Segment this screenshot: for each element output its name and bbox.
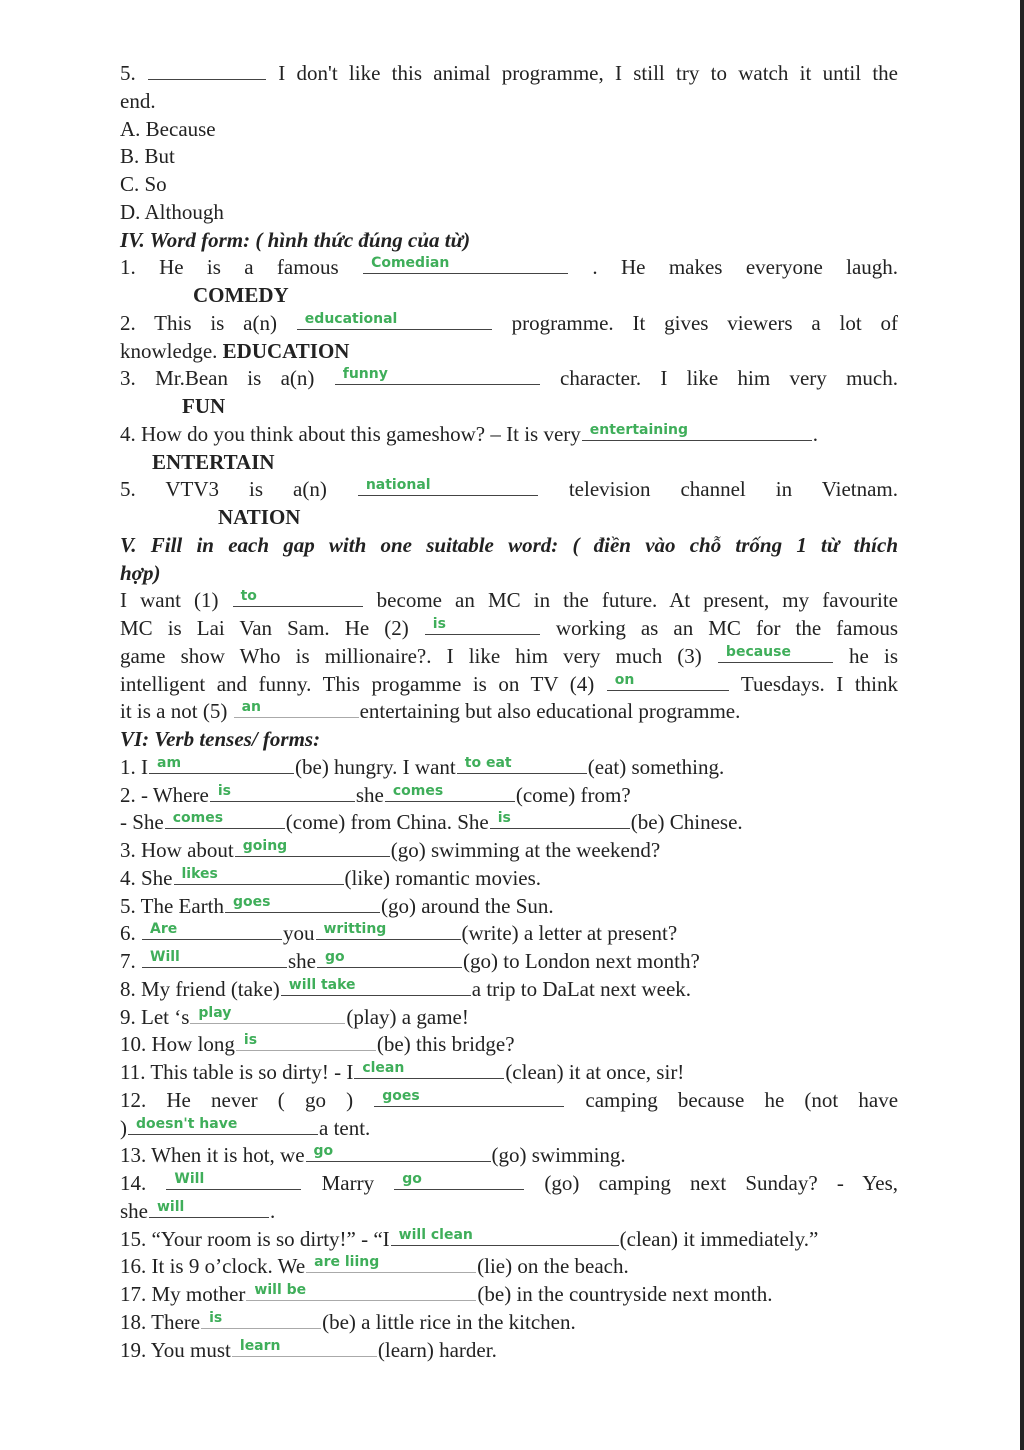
text-line (120, 1087, 898, 1115)
word-form-keyword (120, 449, 898, 477)
text-segment: a trip to DaLat next week. (471, 976, 692, 1001)
text-line (120, 143, 898, 171)
text-segment: 1. He is a famous (120, 255, 339, 280)
text-segment: programme. It gives viewers a lot of (511, 310, 898, 335)
word-form-keyword (120, 504, 898, 532)
text-segment: IV. Word form: ( hình thức đúng của từ) (120, 227, 471, 252)
text-segment: working as an MC for the famous (555, 616, 898, 640)
text-line (120, 1031, 898, 1059)
filled-answer: because (725, 643, 791, 660)
filled-answer: going (242, 838, 288, 854)
text-segment: NATION (218, 505, 301, 529)
text-segment: MC is Lai Van Sam. He (2) (120, 616, 409, 640)
answer-blank[interactable] (149, 1199, 269, 1218)
answer-blank[interactable] (582, 422, 812, 441)
answer-blank[interactable] (316, 921, 461, 940)
filled-answer: go (402, 1171, 422, 1187)
answer-blank[interactable] (354, 1060, 504, 1079)
filled-answer: to eat (464, 754, 512, 771)
text-segment: end. (120, 88, 156, 113)
text-line (120, 615, 898, 643)
text-segment: V. Fill in each gap with one suitable word: ( điền vào chỗ trống 1 từ thích (120, 532, 898, 557)
text-segment: (learn) harder. (377, 1337, 497, 1362)
filled-answer: go (325, 949, 345, 965)
text-segment: - She (120, 810, 164, 835)
text-line (120, 1059, 898, 1087)
answer-blank[interactable] (317, 949, 462, 968)
answer-blank[interactable] (385, 783, 515, 802)
text-segment: 12. He never ( go ) (120, 1087, 354, 1112)
text-segment: 1. I (120, 754, 148, 779)
filled-answer: is (243, 1032, 258, 1049)
text-line (120, 1337, 898, 1365)
text-line (120, 671, 898, 699)
filled-answer: Comedian (371, 255, 450, 272)
text-segment: entertaining but also educational programme. (359, 699, 741, 724)
text-line (120, 171, 898, 199)
filled-answer: educational (304, 310, 398, 327)
text-segment: I want (1) (120, 588, 219, 613)
text-segment: she (288, 949, 316, 973)
filled-answer: goes (233, 893, 271, 910)
answer-blank[interactable] (148, 61, 266, 80)
text-segment: she (120, 1198, 148, 1223)
filled-answer: to (240, 588, 257, 605)
filled-answer: doesn't have (136, 1115, 238, 1132)
answer-blank[interactable] (166, 1171, 301, 1190)
text-line (120, 948, 898, 976)
answer-blank[interactable] (490, 810, 630, 829)
text-segment: television channel in Vietnam. (568, 477, 898, 502)
answer-blank[interactable] (149, 755, 294, 774)
text-line (120, 754, 898, 782)
text-segment: VI: Verb tenses/ forms: (120, 727, 321, 751)
answer-blank[interactable] (457, 755, 587, 774)
text-segment: 11. This table is so dirty! - I (120, 1060, 354, 1084)
text-segment: camping because he (not have (585, 1087, 898, 1112)
answer-blank[interactable] (234, 699, 359, 718)
answer-blank[interactable] (394, 1171, 524, 1190)
text-segment: 5. (120, 61, 148, 85)
text-line (120, 1004, 898, 1032)
section-heading (120, 227, 898, 255)
text-line (120, 88, 898, 116)
text-line (120, 976, 898, 1004)
text-segment: 5. The Earth (120, 893, 224, 918)
text-segment: . (812, 421, 819, 446)
filled-answer: Will (174, 1171, 205, 1187)
text-segment: COMEDY (193, 283, 289, 307)
text-segment: . He makes everyone laugh. (592, 255, 898, 280)
text-line (120, 1198, 898, 1226)
text-line (120, 421, 898, 449)
text-segment: D. Although (120, 199, 224, 224)
filled-answer: go (313, 1143, 334, 1160)
text-segment: 19. You must (120, 1337, 231, 1362)
filled-answer: will clean (398, 1226, 473, 1243)
text-segment: character. I like him very much. (560, 366, 898, 391)
text-line (120, 1226, 898, 1254)
text-segment: . (270, 1198, 276, 1223)
filled-answer: on (614, 671, 635, 688)
answer-blank[interactable] (210, 783, 355, 802)
filled-answer: will (157, 1198, 185, 1215)
text-segment: (be) this bridge? (376, 1032, 515, 1057)
text-line (120, 920, 898, 948)
answer-blank[interactable] (201, 1310, 321, 1329)
text-segment: (clean) it at once, sir! (505, 1060, 685, 1084)
text-segment: (come) from? (515, 782, 631, 807)
filled-answer: comes (392, 782, 444, 799)
answer-blank[interactable] (607, 672, 729, 691)
answer-blank[interactable] (306, 1254, 476, 1273)
text-segment: 4. How do you think about this gameshow? – It is very (120, 421, 581, 446)
text-segment: C. So (120, 172, 167, 196)
text-segment: (write) a letter at present? (461, 921, 678, 946)
section-heading (120, 532, 898, 560)
text-segment: you (283, 921, 315, 946)
scan-edge (1020, 0, 1024, 1450)
text-segment: 4. She (120, 865, 173, 890)
text-segment: 3. How about (120, 838, 234, 862)
answer-blank[interactable] (246, 1282, 476, 1301)
text-line (120, 116, 898, 144)
text-segment: it is a not (5) (120, 699, 233, 724)
text-segment: (go) to London next month? (463, 949, 700, 973)
filled-answer: will take (288, 976, 356, 993)
text-segment: 17. My mother (120, 1282, 246, 1306)
text-segment: become an MC in the future. At present, my favourite (376, 588, 898, 613)
filled-answer: is (217, 782, 231, 799)
answer-blank[interactable] (391, 1227, 619, 1246)
text-line (120, 1309, 898, 1337)
word-form-keyword (120, 282, 898, 310)
text-line (120, 476, 898, 504)
filled-answer: are liing (314, 1254, 380, 1271)
text-segment: (go) swimming at the weekend? (390, 838, 661, 862)
text-segment: 8. My friend (take) (120, 976, 280, 1001)
text-line (120, 199, 898, 227)
filled-answer: an (241, 699, 261, 716)
text-line (120, 1142, 898, 1170)
filled-answer: Are (150, 921, 178, 938)
text-segment: 2. - Where (120, 782, 209, 807)
answer-blank[interactable] (718, 644, 833, 663)
answer-blank[interactable] (425, 616, 540, 635)
text-segment: 2. This is a(n) (120, 310, 277, 335)
filled-answer: goes (382, 1087, 420, 1104)
text-segment: intelligent and funny. This progamme is on TV (4) (120, 671, 595, 696)
text-segment: 14. (120, 1171, 166, 1195)
text-segment: ) (120, 1115, 127, 1140)
text-segment: 5. VTV3 is a(n) (120, 477, 327, 502)
filled-answer: is (432, 616, 446, 632)
section-heading (120, 726, 898, 754)
text-line (120, 1115, 898, 1143)
text-line (120, 60, 898, 88)
answer-blank[interactable] (142, 949, 287, 968)
text-line (120, 1281, 898, 1309)
text-segment: 9. Let ‘s (120, 1004, 190, 1029)
answer-blank[interactable] (190, 1005, 345, 1024)
text-segment: (be) in the countryside next month. (477, 1282, 773, 1306)
text-line (120, 782, 898, 810)
text-segment: (lie) on the beach. (477, 1254, 629, 1279)
text-line (120, 643, 898, 671)
filled-answer: national (365, 477, 431, 494)
answer-blank[interactable] (335, 366, 540, 385)
text-segment: (go) swimming. (491, 1143, 626, 1168)
answer-blank[interactable] (306, 1143, 491, 1162)
filled-answer: comes (172, 810, 224, 827)
text-segment: I don't like this animal programme, I still try to watch it until the (278, 61, 898, 85)
filled-answer: funny (342, 366, 388, 383)
text-line (120, 837, 898, 865)
text-segment: Tuesdays. I think (740, 671, 898, 696)
text-line (120, 809, 898, 837)
text-line (120, 1170, 898, 1198)
text-segment: 7. (120, 949, 141, 973)
answer-blank[interactable] (235, 838, 390, 857)
filled-answer: is (209, 1309, 223, 1326)
text-line (120, 338, 898, 366)
filled-answer: writting (323, 921, 387, 938)
filled-answer: Will (150, 949, 180, 965)
text-segment: (clean) it immediately.” (619, 1226, 819, 1251)
text-segment: (be) hungry. I want (295, 754, 456, 779)
text-segment: 15. “Your room is so dirty!” - “I (120, 1226, 390, 1251)
text-segment: 10. How long (120, 1032, 235, 1057)
answer-blank[interactable] (225, 894, 380, 913)
text-segment: she (355, 782, 384, 807)
filled-answer: play (198, 1004, 232, 1021)
text-segment: game show Who is millionaire?. I like him very much (3) (120, 643, 702, 668)
answer-blank[interactable] (236, 1032, 376, 1051)
text-line (120, 310, 898, 338)
answer-blank[interactable] (281, 977, 471, 996)
text-segment: ENTERTAIN (152, 449, 275, 474)
text-segment: A. Because (120, 116, 216, 141)
filled-answer: am (157, 754, 182, 771)
text-segment: (be) Chinese. (630, 810, 743, 835)
text-segment: 13. When it is hot, we (120, 1143, 305, 1168)
text-segment: a tent. (319, 1115, 371, 1140)
text-line (120, 698, 898, 726)
text-segment: (be) a little rice in the kitchen. (322, 1309, 576, 1334)
filled-answer: clean (362, 1060, 405, 1076)
answer-blank[interactable] (232, 1338, 377, 1357)
text-segment: Marry (321, 1171, 375, 1195)
text-segment: hợp) (120, 560, 161, 585)
section-heading (120, 560, 898, 588)
text-segment: (go) around the Sun. (381, 893, 554, 918)
filled-answer: entertaining (589, 421, 689, 438)
text-segment: 18. There (120, 1309, 201, 1334)
text-line (120, 893, 898, 921)
filled-answer: learn (239, 1337, 281, 1354)
answer-blank[interactable] (363, 255, 568, 274)
text-line (120, 1253, 898, 1281)
text-segment: 6. (120, 921, 141, 946)
text-line (120, 254, 898, 282)
answer-blank[interactable] (128, 1116, 318, 1135)
answer-blank[interactable] (165, 810, 285, 829)
answer-blank[interactable] (297, 311, 492, 330)
filled-answer: is (497, 810, 511, 827)
worksheet-page (120, 60, 898, 1364)
text-segment: he is (849, 643, 898, 668)
answer-blank[interactable] (142, 921, 282, 940)
filled-answer: will be (254, 1282, 307, 1298)
word-form-keyword: EDUCATION (222, 338, 350, 363)
text-segment: (like) romantic movies. (344, 865, 542, 890)
text-segment: 16. It is 9 o’clock. We (120, 1254, 306, 1279)
text-line (120, 365, 898, 393)
text-segment: (come) from China. She (285, 810, 489, 835)
text-segment: (eat) something. (587, 754, 725, 779)
text-line (120, 587, 898, 615)
answer-blank[interactable] (174, 866, 344, 885)
text-segment: B. But (120, 144, 175, 169)
text-segment: (go) camping next Sunday? - Yes, (544, 1171, 898, 1195)
text-segment: knowledge. (120, 338, 223, 363)
text-line (120, 865, 898, 893)
answer-blank[interactable] (374, 1088, 564, 1107)
text-segment: FUN (182, 394, 226, 418)
text-segment: (play) a game! (346, 1004, 469, 1029)
answer-blank[interactable] (233, 588, 363, 607)
answer-blank[interactable] (358, 477, 538, 496)
text-segment: 3. Mr.Bean is a(n) (120, 366, 315, 391)
filled-answer: likes (181, 865, 218, 882)
word-form-keyword (120, 393, 898, 421)
